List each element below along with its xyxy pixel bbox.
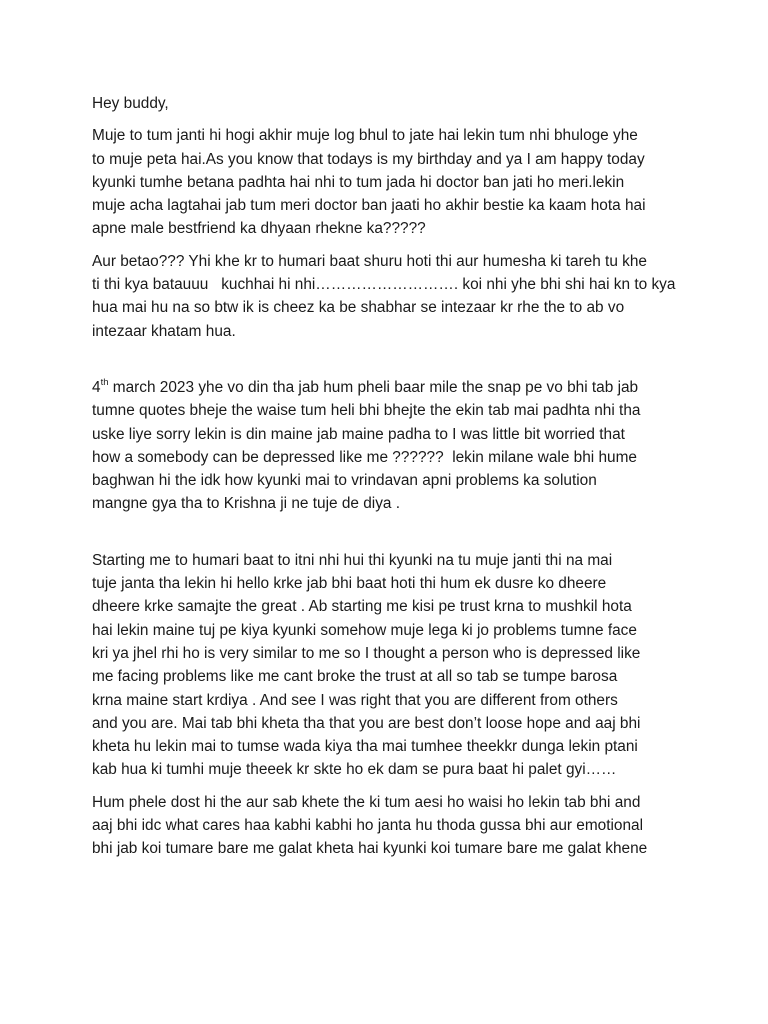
paragraph-friends <box>92 791 692 861</box>
text-line: muje acha lagtahai jab tum meri doctor ban jaati ho akhir bestie ka kaam hota hai <box>92 197 646 215</box>
paragraph-trust <box>92 549 692 782</box>
text-line: to muje peta hai.As you know that todays is my birthday and ya I am happy today <box>92 150 645 168</box>
text-line: and you are. Mai tab bhi kheta tha that you are best don’t loose hope and aaj bhi <box>92 714 641 732</box>
text-line: ti thi kya batauuu kuchhai hi nhi………………………. koi nhi yhe bhi shi hai kn to kya <box>92 276 676 294</box>
text-line: me facing problems like me cant broke the trust at all so tab se tumpe barosa <box>92 668 618 686</box>
text-line: Hum phele dost hi the aur sab khete the ki tum aesi ho waisi ho lekin tab bhi and <box>92 793 641 811</box>
text-line: how a somebody can be depressed like me ?????? lekin milane wale bhi hume <box>92 448 637 466</box>
text-line: kyunki tumhe betana padhta hai nhi to tum jada hi doctor ban jati ho meri.lekin <box>92 173 625 191</box>
text-line: uske liye sorry lekin is din maine jab maine padha to I was little bit worried that <box>92 425 625 443</box>
text-line: kab hua ki tumhi muje theeek kr skte ho ek dam se pura baat hi palet gyi…… <box>92 761 617 779</box>
text-line: intezaar khatam hua. <box>92 322 236 340</box>
letter-body <box>92 92 692 870</box>
date-rest: march 2023 yhe vo din tha jab hum pheli baar mile the snap pe vo bhi tab jab <box>108 378 639 396</box>
date-day: 4 <box>92 378 101 396</box>
paragraph-aur-betao <box>92 250 692 343</box>
paragraph-birthday <box>92 124 692 240</box>
text-line: bhi jab koi tumare bare me galat kheta hai kyunki koi tumare bare me galat khene <box>92 840 648 858</box>
text-line: Aur betao??? Yhi khe kr to humari baat shuru hoti thi aur humesha ki tareh tu khe <box>92 252 647 270</box>
text-line: mangne gya tha to Krishna ji ne tuje de diya . <box>92 495 401 513</box>
text-line: Starting me to humari baat to itni nhi hui thi kyunki na tu muje janti thi na mai <box>92 551 613 569</box>
text-line: krna maine start krdiya . And see I was right that you are different from others <box>92 691 618 709</box>
text-line: hua mai hu na so btw ik is cheez ka be shabhar se intezaar kr rhe the to ab vo <box>92 299 625 317</box>
date-ordinal-suffix: th <box>100 376 109 388</box>
text-line: dheere krke samajte the great . Ab starting me kisi pe trust krna to mushkil hota <box>92 598 632 616</box>
text-line: Muje to tum janti hi hogi akhir muje log bhul to jate hai lekin tum nhi bhuloge yhe <box>92 127 638 145</box>
text-line: tuje janta tha lekin hi hello krke jab bhi baat hoti thi hum ek dusre ko dheere <box>92 575 607 593</box>
text-line: tumne quotes bheje the waise tum heli bhi bhejte the ekin tab mai padhta nhi tha <box>92 402 641 420</box>
text-line: kri ya jhel rhi ho is very similar to me so I thought a person who is depressed like <box>92 644 641 662</box>
text-line: baghwan hi the idk how kyunki mai to vrindavan apni problems ka solution <box>92 472 597 490</box>
text-line: aaj bhi idc what cares haa kabhi kabhi ho janta hu thoda gussa bhi aur emotional <box>92 817 644 835</box>
text-line: kheta hu lekin mai to tumse wada kiya tha mai tumhee theekkr dunga lekin ptani <box>92 738 638 756</box>
letter-greeting <box>92 92 692 115</box>
text-line: Hey buddy, <box>92 95 169 112</box>
paragraph-first-meeting <box>92 376 692 516</box>
text-line <box>92 376 692 399</box>
text-line: hai lekin maine tuj pe kiya kyunki somehow muje lega ki jo problems tumne face <box>92 621 637 639</box>
text-line: apne male bestfriend ka dhyaan rhekne ka????? <box>92 220 426 238</box>
